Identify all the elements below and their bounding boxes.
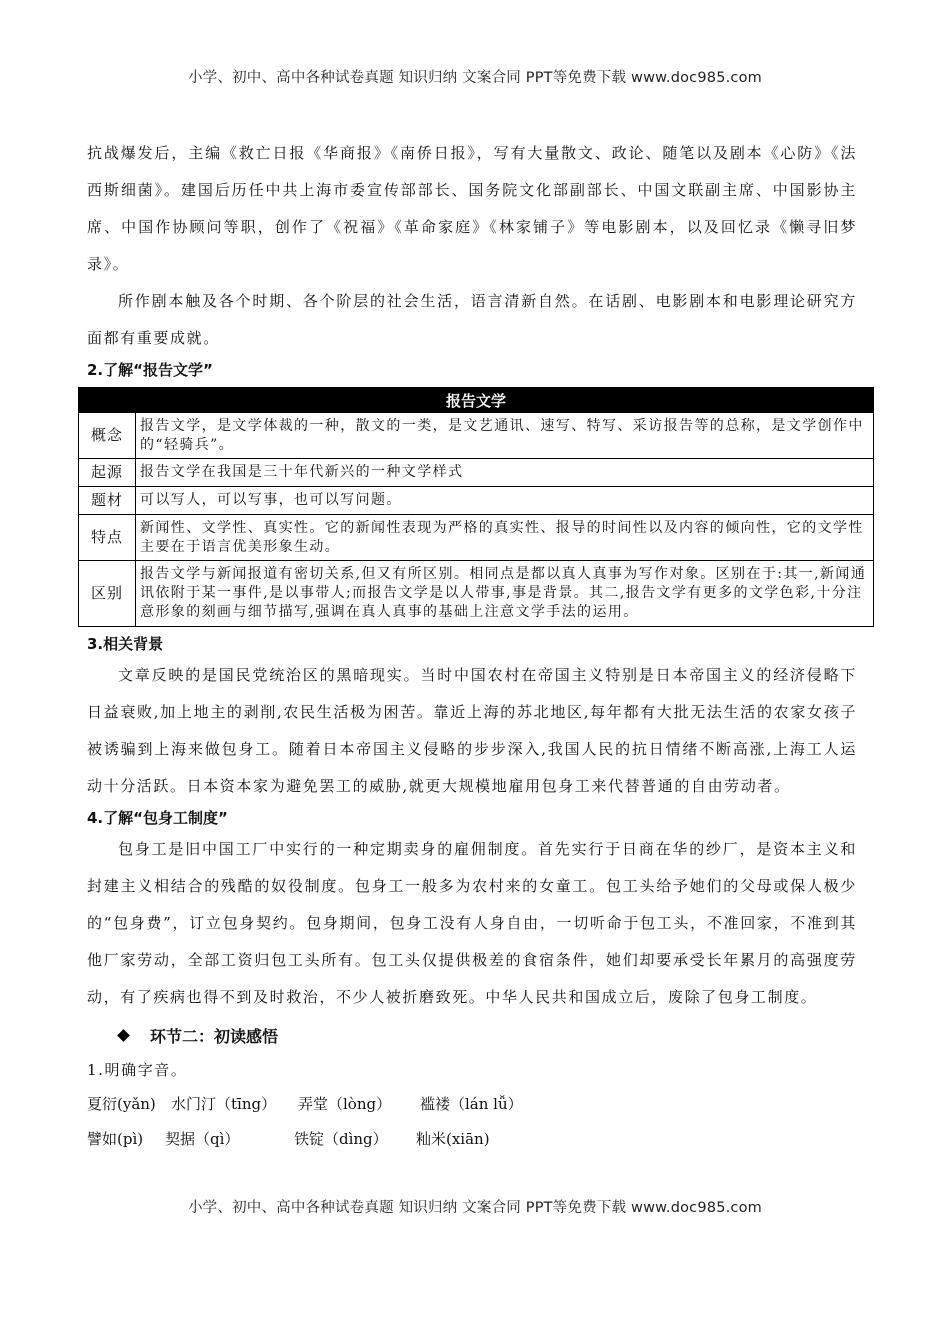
row-value: 可以写人，可以写事，也可以写问题。 — [136, 487, 874, 515]
row-value: 报告文学在我国是三十年代新兴的一种文学样式 — [136, 459, 874, 487]
main-content — [87, 135, 867, 1157]
table-row — [79, 459, 874, 487]
row-value: 报告文学与新闻报道有密切关系,但又有所区别。相同点是都以真人真事为写作对象。区别在于:其一,新闻通讯依附于某一事件,是以事带人;而报告文学是以人带事,事是背景。其二,报告文学有更多的文学色彩,十分注意形象的刻画与细节描写,强调在真人真事的基础上注意文学手法的运用。 — [136, 561, 874, 627]
table-row — [79, 413, 874, 459]
report-literature-table — [78, 387, 874, 627]
intro-paragraph-2: 所作剧本触及各个时期、各个阶层的社会生活，语言清新自然。在话剧、电影剧本和电影理论研究方面都有重要成就。 — [87, 292, 857, 347]
stage2-title: 环节二：初读感悟 — [150, 1027, 279, 1046]
pinyin-item: 夏衍(yǎn) — [87, 1095, 156, 1113]
section4-paragraph: 包身工是旧中国工厂中实行的一种定期卖身的雇佣制度。首先实行于日商在华的纱厂，是资本主义和封建主义相结合的残酷的奴役制度。包身工一般多为农村来的女童工。包工头给予她们的父母或保人极少的“包身费”，订立包身契约。包身期间，包身工没有人身自由，一切听命于包工头，不准回家，不准到其他厂家劳动，全部工资归包工头所有。包工头仅提供极差的食宿条件，她们却要承受长年累月的高强度劳动，有了疾病也得不到及时救治，不少人被折磨致死。中华人民共和国成立后，废除了包身工制度。 — [87, 840, 857, 1006]
table-row — [79, 561, 874, 627]
row-key: 区别 — [79, 561, 136, 627]
table-row — [79, 515, 874, 561]
table-title: 报告文学 — [79, 388, 874, 413]
pinyin-item: 水门汀（tīng） — [171, 1095, 277, 1113]
page-header: 小学、初中、高中各种试卷真题 知识归纳 文案合同 PPT等免费下载 www.doc985.com — [187, 70, 763, 86]
row-value: 报告文学，是文学体裁的一种，散文的一类，是文艺通讯、速写、特写、采访报告等的总称，是文学创作中的“轻骑兵”。 — [136, 413, 874, 459]
stage2-subheading: 1.明确字音。 — [87, 1061, 188, 1079]
pinyin-item: 铁锭（dìng） — [294, 1130, 388, 1148]
page-footer: 小学、初中、高中各种试卷真题 知识归纳 文案合同 PPT等免费下载 www.doc985.com — [187, 1200, 763, 1216]
section3-heading: 3.相关背景 — [87, 635, 164, 653]
row-key: 题材 — [79, 487, 136, 515]
table-row — [79, 487, 874, 515]
pinyin-item: 籼米(xiān) — [416, 1130, 490, 1148]
pinyin-row-2 — [87, 1122, 857, 1157]
intro-paragraph-1: 抗战爆发后，主编《救亡日报《华商报》《南侨日报》，写有大量散文、政论、随笔以及剧本《心防》《法西斯细菌》。建国后历任中共上海市委宣传部部长、国务院文化部副部长、中国文联副主席、中国影协主席、中国作协顾问等职，创作了《祝福》《革命家庭》《林家铺子》等电影剧本，以及回忆录《懒寻旧梦录》。 — [87, 144, 857, 273]
row-key: 概念 — [79, 413, 136, 459]
stage2-heading — [119, 1024, 857, 1047]
row-key: 特点 — [79, 515, 136, 561]
pinyin-item: 譬如(pì) — [87, 1130, 144, 1148]
section3-paragraph: 文章反映的是国民党统治区的黑暗现实。当时中国农村在帝国主义特别是日本帝国主义的经济侵略下日益衰败,加上地主的剥削,农民生活极为困苦。靠近上海的苏北地区,每年都有大批无法生活的农家女孩子被诱骗到上海来做包身工。随着日本帝国主义侵略的步步深入,我国人民的抗日情绪不断高涨,上海工人运动十分活跃。日本资本家为避免罢工的威胁,就更大规模地雇用包身工来代替普通的自由劳动者。 — [87, 666, 857, 795]
row-value: 新闻性、文学性、真实性。它的新闻性表现为严格的真实性、报导的时间性以及内容的倾向性，它的文学性主要在于语言优美形象生动。 — [136, 515, 874, 561]
row-key: 起源 — [79, 459, 136, 487]
section4-heading: 4.了解“包身工制度” — [87, 809, 228, 827]
diamond-bullet-icon — [117, 1029, 130, 1042]
pinyin-row-1 — [87, 1087, 857, 1122]
section2-heading: 2.了解“报告文学” — [87, 361, 213, 379]
pinyin-item: 弄堂（lòng） — [298, 1095, 392, 1113]
pinyin-item: 契据（qì） — [165, 1130, 240, 1148]
pinyin-item: 褴褛（lán lǚ） — [420, 1095, 523, 1113]
